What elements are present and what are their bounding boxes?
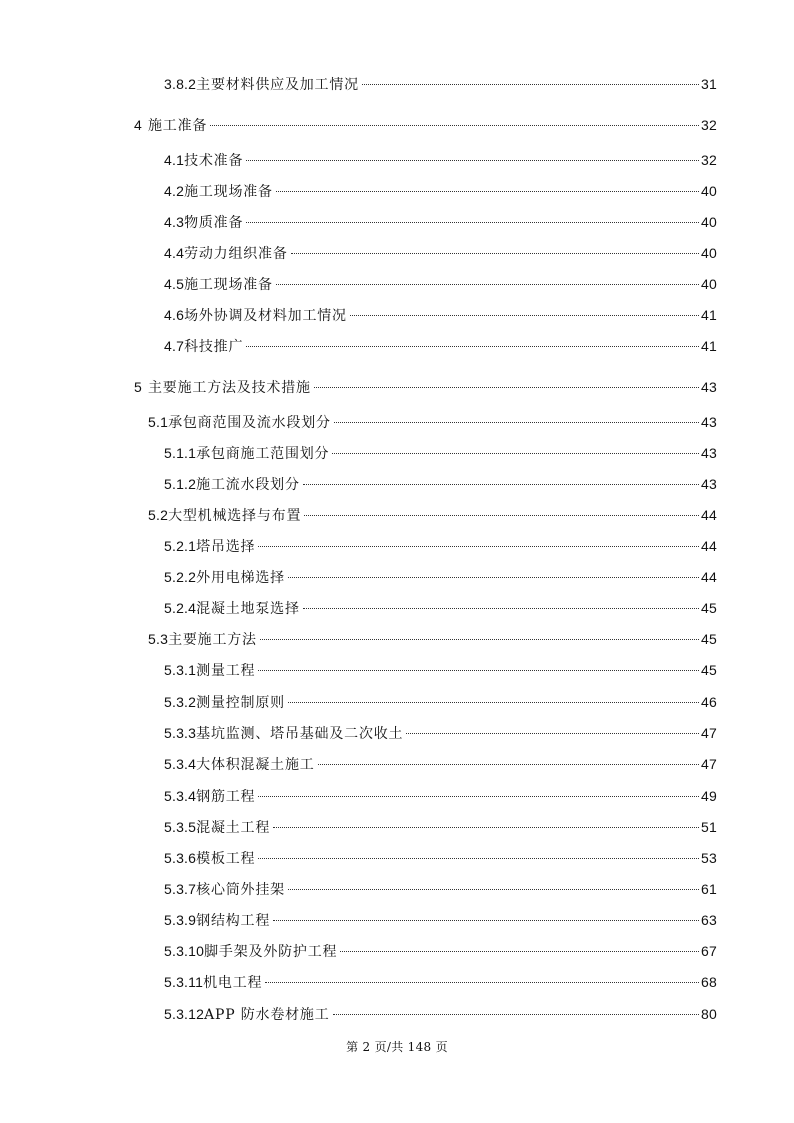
toc-entry-title: 混凝土地泵选择 (196, 601, 300, 617)
toc-entry-title: 机电工程 (203, 975, 263, 991)
toc-entry[interactable] (164, 212, 717, 232)
toc-dot-leader (333, 1014, 699, 1015)
toc-entry-number: 5.2 (148, 507, 169, 523)
toc-entry-title: 测量工程 (196, 663, 256, 679)
toc-entry-number: 5.3.4 (164, 756, 197, 772)
toc-entry-title: 大体积混凝土施工 (196, 757, 315, 773)
toc-entry-number: 5.3.10 (164, 943, 205, 959)
toc-page-number: 41 (701, 338, 717, 354)
toc-entry[interactable] (164, 336, 717, 356)
toc-dot-leader (246, 222, 699, 223)
toc-entry-title: 钢筋工程 (196, 789, 256, 805)
toc-entry-number: 5.3 (148, 631, 169, 647)
toc-dot-leader (334, 422, 699, 423)
toc-entry-title: 承包商施工范围划分 (196, 446, 330, 462)
toc-page-number: 40 (701, 245, 717, 261)
toc-dot-leader (258, 546, 699, 547)
toc-entry-number: 4.5 (164, 276, 185, 292)
toc-entry-title: 主要材料供应及加工情况 (196, 77, 359, 93)
toc-entry-number: 5.3.4 (164, 788, 197, 804)
toc-dot-leader (273, 920, 699, 921)
toc-dot-leader (258, 670, 699, 671)
toc-page-number: 40 (701, 183, 717, 199)
toc-entry[interactable] (164, 243, 717, 263)
toc-entry-number: 3.8.2 (164, 76, 197, 92)
toc-entry-number: 4.1 (164, 152, 185, 168)
toc-dot-leader (303, 484, 699, 485)
toc-entry[interactable] (164, 941, 717, 961)
toc-page-number: 31 (701, 76, 717, 92)
toc-page-number: 61 (701, 881, 717, 897)
toc-entry[interactable] (164, 474, 717, 494)
toc-dot-leader (246, 346, 699, 347)
toc-dot-leader (314, 387, 699, 388)
toc-entry-number: 5.3.12 (164, 1006, 205, 1022)
toc-entry[interactable] (134, 115, 717, 135)
toc-entry[interactable] (164, 972, 717, 992)
toc-entry-number: 5.1.1 (164, 445, 197, 461)
toc-entry-number: 5.3.9 (164, 912, 197, 928)
toc-entry-number: 5.3.5 (164, 819, 197, 835)
toc-entry[interactable] (164, 723, 717, 743)
toc-entry-title: 物质准备 (184, 215, 244, 231)
toc-page-number: 47 (701, 725, 717, 741)
toc-entry-number: 5.3.1 (164, 662, 197, 678)
toc-entry-title: 施工准备 (148, 118, 208, 134)
toc-entry[interactable] (164, 848, 717, 868)
toc-entry[interactable] (164, 660, 717, 680)
toc-entry-title: 脚手架及外防护工程 (204, 944, 338, 960)
toc-entry[interactable] (164, 181, 717, 201)
toc-page-number: 44 (701, 538, 717, 554)
toc-page-number: 68 (701, 974, 717, 990)
toc-page-number: 45 (701, 662, 717, 678)
toc-page-number: 41 (701, 307, 717, 323)
toc-dot-leader (260, 639, 699, 640)
toc-entry-number: 5.3.2 (164, 694, 197, 710)
toc-entry[interactable] (164, 567, 717, 587)
toc-entry[interactable] (164, 74, 717, 94)
toc-entry-title: 主要施工方法及技术措施 (148, 380, 311, 396)
toc-entry-number: 5.2.2 (164, 569, 197, 585)
toc-dot-leader (288, 577, 699, 578)
toc-entry-title: 承包商范围及流水段划分 (168, 415, 331, 431)
toc-entry-title: 施工现场准备 (184, 184, 273, 200)
toc-entry-number: 5.1.2 (164, 476, 197, 492)
toc-entry-title: 塔吊选择 (196, 539, 256, 555)
toc-entry-number: 4.6 (164, 307, 185, 323)
toc-entry[interactable] (164, 692, 717, 712)
toc-entry[interactable] (164, 150, 717, 170)
toc-dot-leader (288, 702, 699, 703)
toc-dot-leader (318, 764, 699, 765)
toc-page-number: 32 (701, 152, 717, 168)
toc-dot-leader (304, 515, 699, 516)
toc-entry[interactable] (164, 754, 717, 774)
toc-dot-leader (273, 827, 699, 828)
toc-entry-number: 5.3.3 (164, 725, 197, 741)
toc-entry-title: 基坑监测、塔吊基础及二次收土 (196, 726, 404, 742)
toc-page-number: 67 (701, 943, 717, 959)
toc-entry-title: APP 防水卷材施工 (204, 1007, 330, 1023)
toc-page-number: 43 (701, 476, 717, 492)
toc-entry-title: 主要施工方法 (168, 632, 257, 648)
toc-entry-title: 模板工程 (196, 851, 256, 867)
toc-entry-number: 5.1 (148, 414, 169, 430)
toc-page-number: 45 (701, 631, 717, 647)
toc-dot-leader (258, 858, 699, 859)
toc-page-number: 49 (701, 788, 717, 804)
toc-dot-leader (288, 889, 699, 890)
toc-dot-leader (362, 84, 699, 85)
toc-entry[interactable] (164, 879, 717, 899)
toc-page-number: 32 (701, 117, 717, 133)
toc-entry-title: 核心筒外挂架 (196, 882, 285, 898)
toc-entry-title: 劳动力组织准备 (184, 246, 288, 262)
toc-dot-leader (340, 951, 699, 952)
toc-page-number: 46 (701, 694, 717, 710)
toc-page-number: 63 (701, 912, 717, 928)
toc-entry[interactable] (134, 377, 717, 397)
toc-entry[interactable] (164, 536, 717, 556)
toc-dot-leader (276, 284, 699, 285)
toc-dot-leader (258, 796, 699, 797)
toc-page-number: 53 (701, 850, 717, 866)
toc-page-number: 51 (701, 819, 717, 835)
toc-entry-title: 钢结构工程 (196, 913, 271, 929)
toc-dot-leader (210, 125, 699, 126)
toc-entry-title: 混凝土工程 (196, 820, 271, 836)
toc-page-number: 45 (701, 600, 717, 616)
toc-entry-number: 4.4 (164, 245, 185, 261)
toc-entry-title: 场外协调及材料加工情况 (184, 308, 347, 324)
toc-page-number: 47 (701, 756, 717, 772)
toc-page-number: 43 (701, 379, 717, 395)
toc-entry-number: 5.2.4 (164, 600, 197, 616)
toc-page-number: 43 (701, 414, 717, 430)
toc-entry-number: 4.7 (164, 338, 185, 354)
toc-dot-leader (291, 253, 699, 254)
toc-page-number: 40 (701, 214, 717, 230)
toc-entry-number: 4 (134, 117, 142, 133)
toc-entry[interactable] (148, 505, 717, 525)
toc-entry[interactable] (164, 598, 717, 618)
toc-entry-title: 施工现场准备 (184, 277, 273, 293)
toc-entry-title: 技术准备 (184, 153, 244, 169)
toc-entry-number: 5.2.1 (164, 538, 197, 554)
toc-page-number: 80 (701, 1006, 717, 1022)
toc-entry[interactable] (164, 274, 717, 294)
toc-entry-number: 5.3.6 (164, 850, 197, 866)
toc-entry[interactable] (164, 443, 717, 463)
toc-entry-number: 4.3 (164, 214, 185, 230)
toc-entry-title: 外用电梯选择 (196, 570, 285, 586)
toc-entry[interactable] (164, 817, 717, 837)
toc-dot-leader (303, 608, 699, 609)
toc-page-number: 44 (701, 569, 717, 585)
toc-entry[interactable] (164, 910, 717, 930)
toc-entry-title: 施工流水段划分 (196, 477, 300, 493)
toc-entry[interactable] (164, 305, 717, 325)
toc-entry-title: 测量控制原则 (196, 695, 285, 711)
toc-dot-leader (246, 160, 699, 161)
toc-page-number: 44 (701, 507, 717, 523)
toc-entry-number: 5 (134, 379, 142, 395)
toc-entry-title: 科技推广 (184, 339, 244, 355)
toc-page-number: 40 (701, 276, 717, 292)
toc-dot-leader (276, 191, 699, 192)
toc-dot-leader (350, 315, 699, 316)
page-footer: 第 2 页/共 148 页 (346, 1040, 448, 1054)
toc-page-number: 43 (701, 445, 717, 461)
toc-entry-title: 大型机械选择与布置 (168, 508, 302, 524)
toc-entry[interactable] (148, 629, 717, 649)
toc-dot-leader (406, 733, 699, 734)
toc-entry[interactable] (164, 786, 717, 806)
toc-dot-leader (332, 453, 699, 454)
toc-entry[interactable] (148, 412, 717, 432)
toc-dot-leader (265, 982, 699, 983)
toc-entry-number: 5.3.11 (164, 974, 204, 990)
toc-entry-number: 5.3.7 (164, 881, 197, 897)
toc-entry-number: 4.2 (164, 183, 185, 199)
toc-entry[interactable] (164, 1004, 717, 1024)
